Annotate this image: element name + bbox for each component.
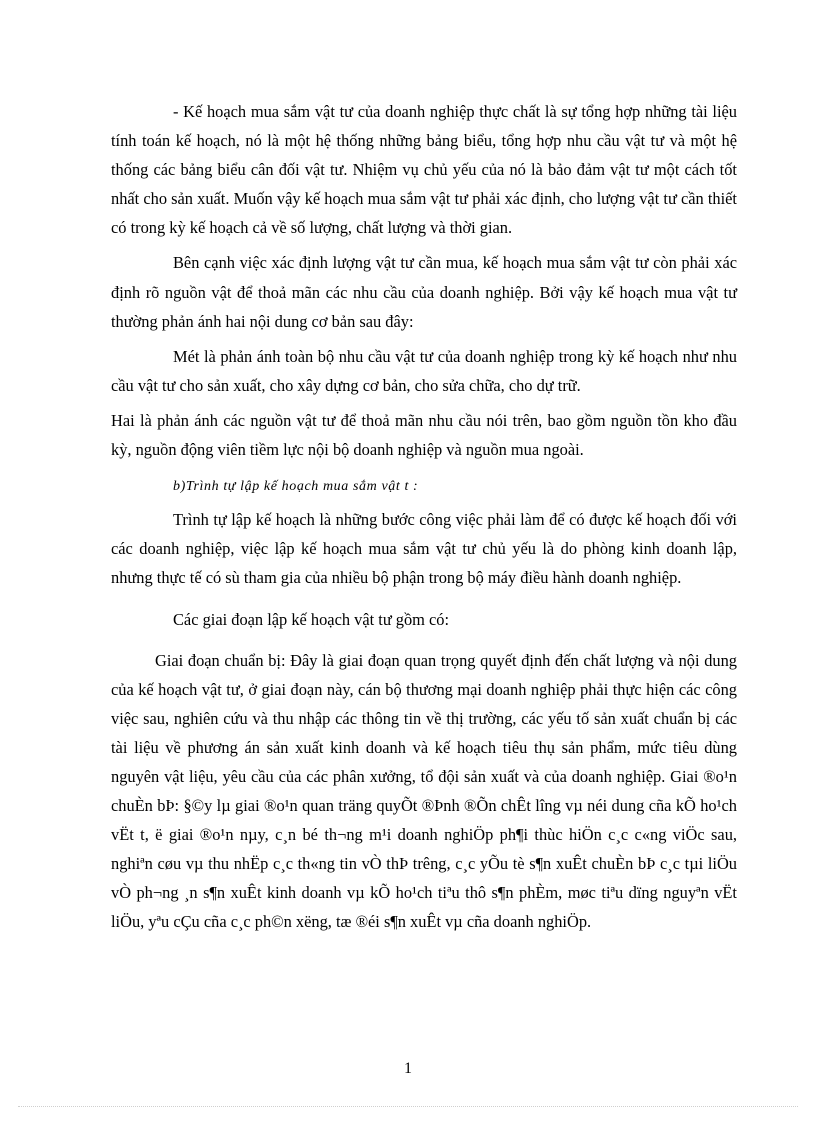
page-footer-divider [18, 1106, 798, 1107]
paragraph: Mét là phản ánh toàn bộ nhu cầu vật tư của doanh nghiệp trong kỳ kế hoạch như nhu cầu vật tư cho sản xuất, cho xây dựng cơ bản, cho sửa chữa, cho dự trữ. [111, 346, 737, 395]
paragraph: - Kế hoạch mua sắm vật tư của doanh nghiệp thực chất là sự tổng hợp những tài liệu tính toán kế hoạch, nó là một hệ thống những bảng biểu, tổng hợp nhu cầu vật tư và một hệ thống các bảng biểu cân đối vật tư. Nhiệm vụ chủ yếu của nó là bảo đảm vật tư một cách tốt nhất cho sản xuất. Muốn vậy kế hoạch mua sắm vật tư phải xác định, cho lượng vật tư cần thiết có trong kỳ kế hoạch cả về số lượng, chất lượng và thời gian. [111, 102, 737, 238]
page-number: 1 [404, 1060, 412, 1077]
paragraph: Giai đoạn chuẩn bị: Đây là giai đoạn quan trọng quyết định đến chất lượng và nội dung của kế hoạch vật tư, ở giai đoạn này, cán bộ thương mại doanh nghiệp phải thực hiện các công việc sau, nghiên cứu và thu nhập các thông tin về thị trường, các yếu tố sản xuất chuẩn bị các tài liệu về phương án sản xuất kinh doanh và kế hoạch tiêu thụ sản phẩm, mức tiêu dùng nguyên vật liệu, yêu cầu của các phân xưởng, tổ đội sản xuất và của doanh nghiệp. Giai ®o¹n chuÈn bÞ: §©y lµ giai ®o¹n quan träng quyÕt ®Þnh ®Õn chÊt lîng vµ néi dung cña kÕ ho¹ch vËt t, ë giai ®o¹n nµy, c¸n bé th¬ng m¹i doanh nghiÖp ph¶i thùc hiÖn c¸c c«ng viÖc sau, nghiªn cøu vµ thu nhËp c¸c th«ng tin vÒ thÞ trêng, c¸c yÕu tè s¶n xuÊt chuÈn bÞ c¸c tµi liÖu vÒ ph¬ng ¸n s¶n xuÊt kinh doanh vµ kÕ ho¹ch tiªu thô s¶n phÈm, møc tiªu dïng nguyªn vËt liÖu, yªu cÇu cña c¸c ph©n xëng, tæ ®éi s¶n xuÊt vµ cña doanh nghiÖp. [111, 650, 737, 932]
paragraph: Các giai đoạn lập kế hoạch vật tư gồm có: [173, 609, 450, 629]
paragraph: Bên cạnh việc xác định lượng vật tư cần mua, kế hoạch mua sắm vật tư còn phải xác định rõ nguồn vật để thoả mãn các nhu cầu của doanh nghiệp. Bởi vậy kế hoạch mua vật tư thường phản ánh hai nội dung cơ bản sau đây: [111, 253, 737, 331]
paragraph: Hai là phản ánh các nguồn vật tư để thoả mãn nhu cầu nói trên, bao gồm nguồn tồn kho đầu kỳ, nguồn động viên tiềm lực nội bộ doanh nghiệp và nguồn mua ngoài. [111, 410, 737, 460]
section-heading: b)Trình tự lập kế hoạch mua sắm vật t : [173, 479, 419, 495]
paragraph: Trình tự lập kế hoạch là những bước công việc phải làm để có được kế hoạch đối với các doanh nghiệp, việc lập kế hoạch mua sắm vật tư chủ yếu là do phòng kinh doanh lập, nhưng thực tế có sù tham gia của nhiều bộ phận trong bộ máy điều hành doanh nghiệp. [111, 510, 737, 588]
document-body [111, 97, 737, 937]
